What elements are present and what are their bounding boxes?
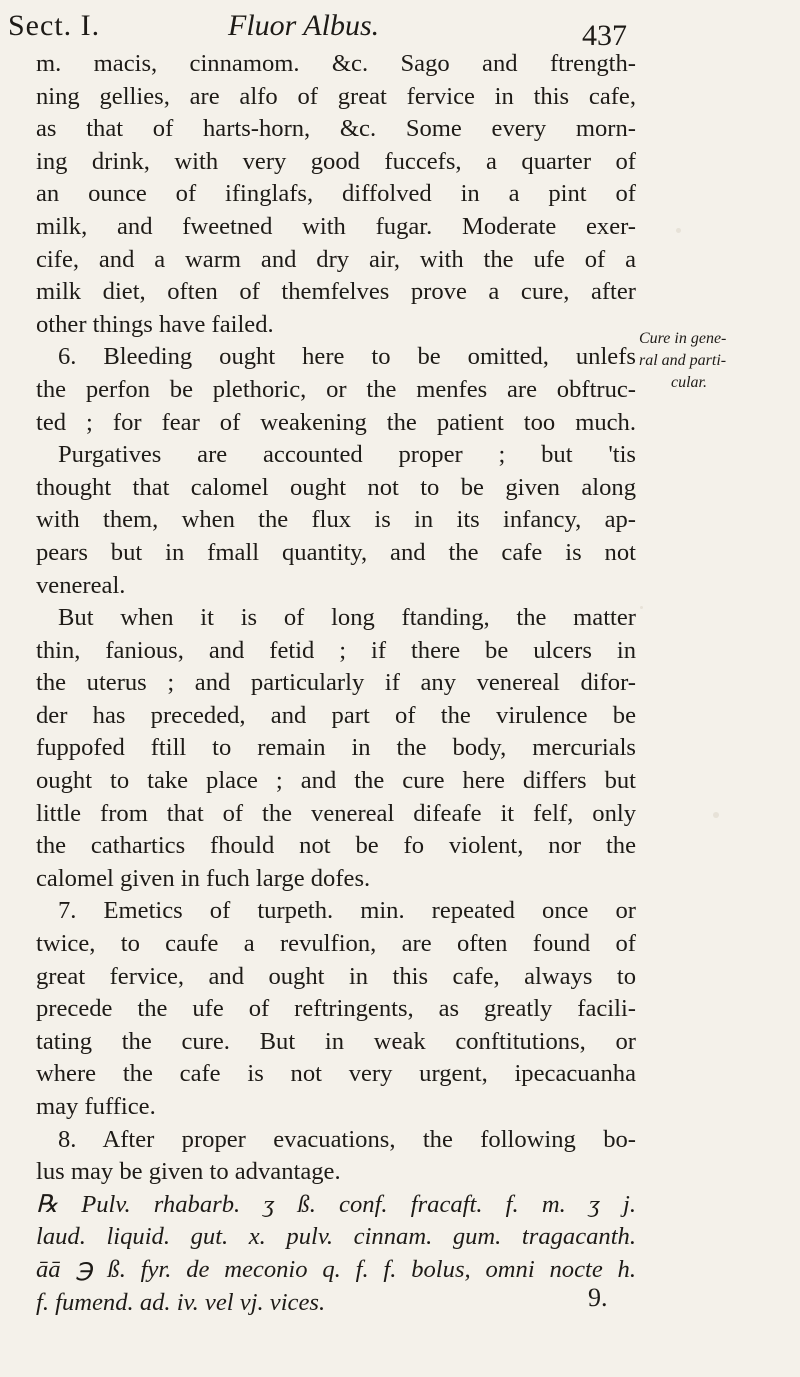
text-line: with them, when the flux is in its infancy, ap- — [36, 506, 636, 534]
text-line: 6. Bleeding ought here to be omitted, unlefs — [58, 343, 636, 371]
paper-blemish — [713, 812, 719, 818]
body-text — [36, 48, 636, 1319]
text-line: may fuffice. — [36, 1093, 156, 1120]
text-line: der has preceded, and part of the virulence be — [36, 701, 636, 729]
paragraph-6b — [36, 602, 636, 895]
prescription — [36, 1189, 636, 1319]
text-line: venereal. — [36, 571, 126, 599]
section-label: Sect. I. — [8, 9, 101, 42]
text-line: fuppofed ftill to remain in the body, mercurials — [36, 734, 636, 762]
text-line: ted ; for fear of weakening the patient too much. — [36, 408, 636, 436]
paper-blemish — [640, 606, 643, 609]
margin-note-line: cular. — [671, 374, 707, 391]
text-line: the cathartics fhould not be fo violent, nor the — [36, 832, 636, 860]
text-line: m. macis, cinnamom. &c. Sago and ftrength- — [36, 50, 636, 77]
text-line: little from that of the venereal difeafe it felf, only — [36, 799, 636, 827]
text-line: tating the cure. But in weak conftitutions, or — [36, 1027, 636, 1055]
text-line: great fervice, and ought in this cafe, always to — [36, 962, 636, 990]
running-header — [8, 4, 658, 52]
text-line: milk diet, often of themfelves prove a cure, after — [36, 278, 636, 306]
prescription-line: f. fumend. ad. iv. vel vj. vices. — [36, 1288, 326, 1316]
paper-blemish — [676, 228, 681, 233]
text-line: milk, and fweetned with fugar. Moderate exer- — [36, 212, 636, 240]
text-line: calomel given in fuch large dofes. — [36, 864, 371, 892]
text-line: pears but in fmall quantity, and the cafe is not — [36, 538, 636, 566]
text-line: ing drink, with very good fuccefs, a quarter of — [36, 147, 636, 175]
page-number: 437 — [582, 19, 627, 52]
prescription-line: ℞ Pulv. rhabarb. ʒ ß. conf. fracaft. f. m. ʒ j. — [36, 1190, 636, 1218]
text-line: other things have failed. — [36, 310, 274, 338]
text-line: the perfon be plethoric, or the menfes are obftruc- — [36, 375, 636, 403]
paragraph-6 — [36, 341, 636, 602]
paragraph-7 — [36, 895, 636, 1123]
text-line: ning gellies, are alfo of great fervice in this cafe, — [36, 82, 636, 110]
text-line: lus may be given to advantage. — [36, 1158, 341, 1186]
text-line: precede the ufe of reftringents, as greatly facili- — [36, 995, 636, 1023]
text-line: Purgatives are accounted proper ; but 'tis — [58, 441, 636, 469]
margin-note — [639, 328, 799, 394]
text-line: thin, fanious, and fetid ; if there be ulcers in — [36, 636, 636, 664]
text-line: as that of harts-horn, &c. Some every morn- — [36, 115, 636, 143]
margin-note-line: Cure in gene- — [639, 330, 727, 347]
text-line: 8. After proper evacuations, the following bo- — [58, 1125, 636, 1153]
running-title: Fluor Albus. — [228, 9, 380, 42]
paragraph-8 — [36, 1124, 636, 1189]
text-line: where the cafe is not very urgent, ipecacuanha — [36, 1060, 636, 1088]
text-line: twice, to caufe a revulfion, are often found of — [36, 930, 636, 958]
margin-note-line: ral and parti- — [639, 352, 727, 369]
text-line: But when it is of long ftanding, the matter — [58, 604, 636, 632]
text-line: ought to take place ; and the cure here differs but — [36, 767, 636, 795]
paragraph-continuation — [36, 48, 636, 341]
catchword: 9. — [588, 1283, 608, 1312]
text-line: cife, and a warm and dry air, with the ufe of a — [36, 245, 636, 273]
text-line: 7. Emetics of turpeth. min. repeated once or — [58, 897, 636, 925]
text-line: an ounce of ifinglafs, diffolved in a pint of — [36, 180, 636, 208]
text-line: the uterus ; and particularly if any venereal difor- — [36, 669, 636, 697]
text-line: thought that calomel ought not to be given along — [36, 473, 636, 501]
prescription-line: āā ℈ ß. fyr. de meconio q. f. f. bolus, omni nocte h. — [36, 1255, 636, 1283]
prescription-line: laud. liquid. gut. x. pulv. cinnam. gum. tragacanth. — [36, 1223, 636, 1251]
